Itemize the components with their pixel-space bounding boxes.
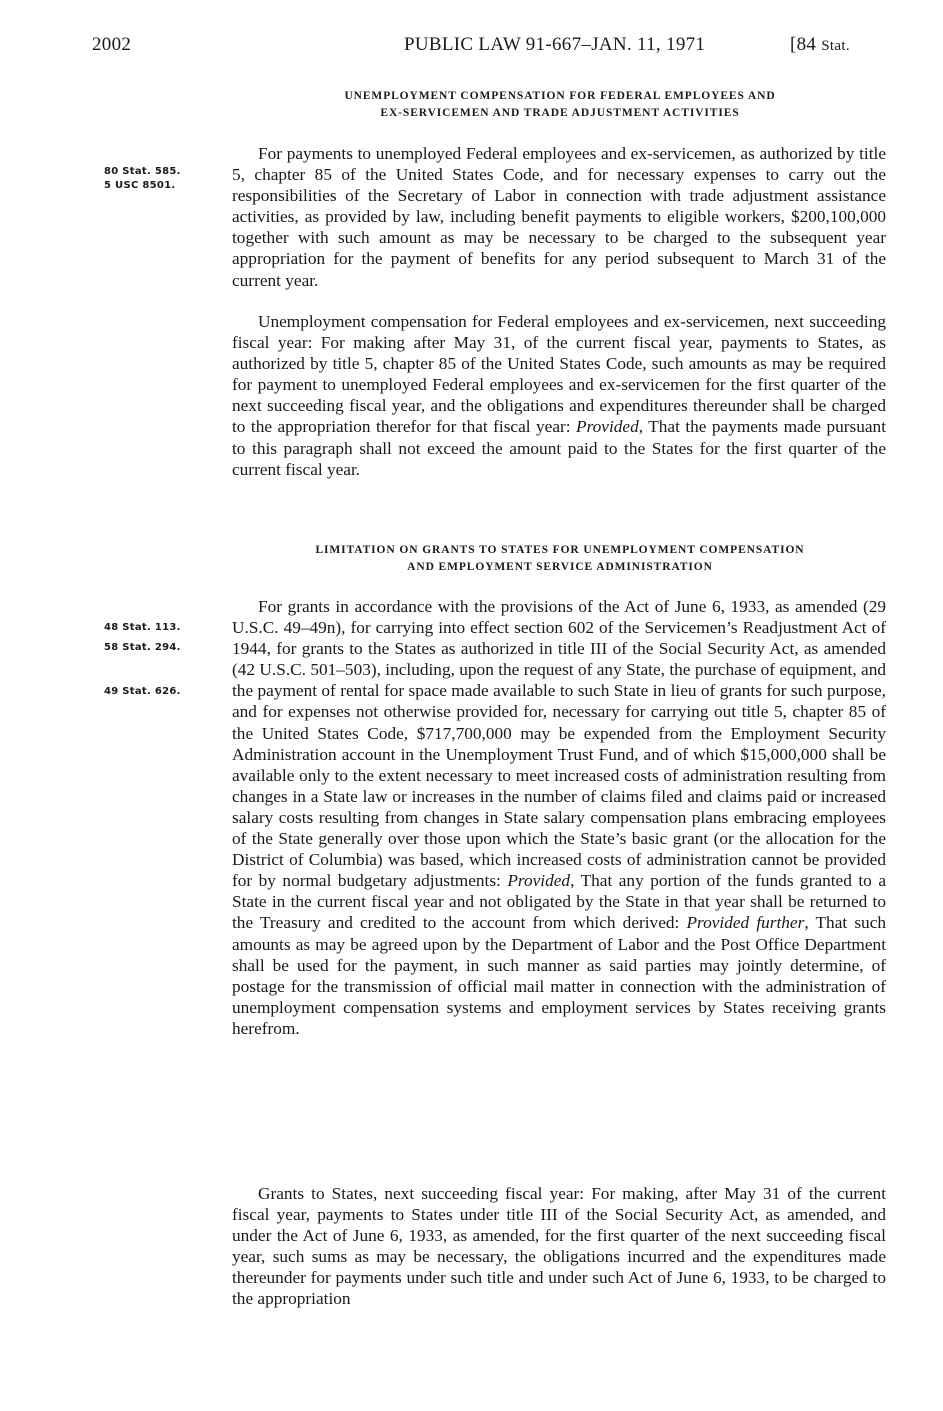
- statute-volume-label: Stat.: [821, 38, 850, 54]
- paragraph-federal-payments: For payments to unemployed Federal employees and ex-servicemen, as authorized by title 5, chapter 85 of the United States Code, and for necessary expenses to carry out the responsibilities of the Secretary of Labor in connection with trade adjustment assistance activities, as provided by law, including benefit payments to eligible workers, $200,100,000 together with such amount as may be necessary to be charged to the subsequent year appropriation for the payment of benefits for any period subsequent to March 31 of the current year.: [232, 144, 886, 290]
- page-number: 2002: [92, 34, 132, 55]
- margin-citation-line: 5 USC 8501.: [104, 180, 176, 191]
- paragraph-grants-next-fiscal-year: Grants to States, next succeeding fiscal year: For making, after May 31 of the current fiscal year, payments to States under title III of the Social Security Act, as amended, and under the Act of June 6, 1933, as amended, for the first quarter of the next succeeding fiscal year, such sums as may be necessary, the obligations incurred and the expenditures made thereunder for payments under such title and under such Act of June 6, 1933, to be charged to the appropriation: [232, 1184, 886, 1309]
- section-heading-line: LIMITATION ON GRANTS TO STATES FOR UNEMPLOYMENT COMPENSATION: [315, 544, 805, 556]
- margin-citation-line: 80 Stat. 585.: [104, 166, 181, 177]
- paragraph-text: , That the payments made pursuant to this paragraph shall not exceed the amount paid to the States for the first quarter of the current fiscal year.: [232, 417, 886, 479]
- paragraph-next-fiscal-year: [232, 311, 886, 480]
- margin-citation: 48 Stat. 113.: [104, 622, 181, 633]
- statute-volume-prefix: [84: [790, 34, 822, 55]
- paragraph-text: , That such amounts as may be agreed upon by the Department of Labor and the Post Office Department shall be used for the payment, in such manner as said parties may jointly determine, of postage for the transmission of official mail matter in connection with the administration of unemployment compensation systems and employment services by States receiving grants herefrom.: [232, 913, 887, 1038]
- paragraph-text: For grants in accordance with the provisions of the Act of June 6, 1933, as amended (29 U.S.C. 49–49n), for carrying into effect section 602 of the Servicemen’s Readjustment Act of 1944, for grants to the States as authorized in title III of the Social Security Act, as amended (42 U.S.C. 501–503), including, upon the request of any State, the purchase of equipment, and the payment of rental for space made available to such State in lieu of grants for such purpose, and for expenses not otherwise provided for, necessary for carrying out title 5, chapter 85 of the United States Code, $717,700,000 may be expended from the Employment Security Administration account in the Unemployment Trust Fund, and of which $15,000,000 shall be available only to the extent necessary to meet increased costs of administration resulting from changes in a State law or increases in the number of claims filed and claims paid or increased salary costs resulting from changes in State salary compensation plans embracing employees of the State generally over those upon which the State’s basic grant (or the allocation for the District of Columbia) was based, which increased costs of administration cannot be provided for by normal budgetary adjustments:: [232, 597, 886, 891]
- paragraph-text: Unemployment compensation for Federal employees and ex-servicemen, next succeeding fiscal year: For making after May 31, of the current fiscal year, payments to States, as authorized by title 5, chapter 85 of the United States Code, such amounts as may be required for payment to unemployed Federal employees and ex-servicemen for the first quarter of the next succeeding fiscal year, and the obligations and expenditures thereunder shall be charged to the appropriation therefor for that fiscal year:: [232, 312, 886, 437]
- margin-citation: [104, 165, 181, 193]
- section-heading-limitation-on-grants: [230, 542, 890, 576]
- section-heading-line: AND EMPLOYMENT SERVICE ADMINISTRATION: [407, 561, 713, 573]
- statute-volume: [790, 34, 850, 56]
- section-heading-line: EX-SERVICEMEN AND TRADE ADJUSTMENT ACTIVITIES: [380, 107, 740, 119]
- section-heading-unemployment-compensation: [230, 88, 890, 122]
- proviso-term: Provided: [507, 871, 571, 891]
- margin-citation: 49 Stat. 626.: [104, 686, 181, 697]
- margin-citation: 58 Stat. 294.: [104, 642, 181, 653]
- proviso-term: Provided further: [686, 913, 805, 933]
- paragraph-grants-to-states: [232, 596, 886, 1039]
- paragraph-text: , That any portion of the funds granted to a State in the current fiscal year and not obligated by the State in that year shall be returned to the Treasury and credited to the account from which derived:: [232, 871, 886, 933]
- section-heading-line: UNEMPLOYMENT COMPENSATION FOR FEDERAL EMPLOYEES AND: [344, 90, 776, 102]
- proviso-term: Provided: [576, 417, 639, 437]
- running-head-title: PUBLIC LAW 91-667–JAN. 11, 1971: [404, 34, 706, 55]
